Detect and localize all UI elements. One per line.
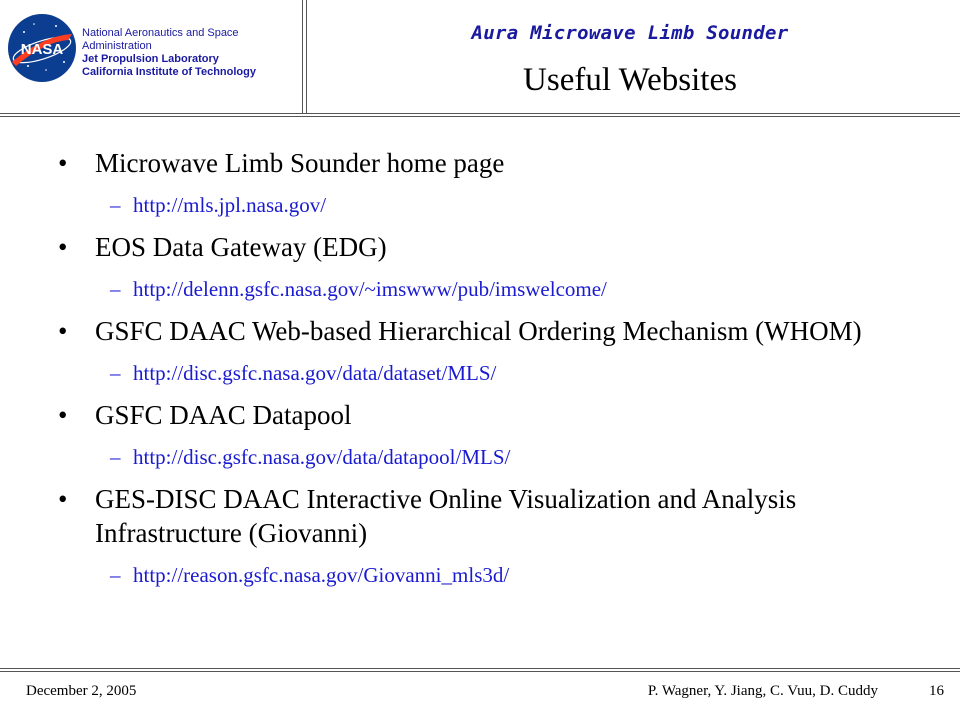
org-line: National Aeronautics and Space (82, 27, 239, 39)
page-title: Useful Websites (523, 62, 737, 98)
list-item (0, 230, 960, 264)
logo-text: NASA (20, 41, 64, 58)
bullet-icon: • (58, 484, 68, 514)
list-item-label: GES-DISC DAAC Interactive Online Visualization and Analysis Infrastructure (Giovanni) (95, 484, 797, 548)
sub-item (0, 276, 960, 302)
sub-item (0, 444, 960, 470)
footer-authors: P. Wagner, Y. Jiang, C. Vuu, D. Cuddy (647, 683, 878, 699)
list-item (0, 314, 960, 348)
page-number: 16 (929, 683, 944, 699)
dash-icon: – (110, 445, 121, 469)
org-line: Administration (82, 40, 152, 52)
slide-content (0, 140, 960, 600)
dash-icon: – (110, 193, 121, 217)
list-item-label: GSFC DAAC Web-based Hierarchical Ordering Mechanism (WHOM) (95, 316, 862, 346)
list-item-label: EOS Data Gateway (EDG) (95, 232, 387, 262)
sub-item (0, 562, 960, 588)
header-rule (0, 113, 960, 117)
footer-date: December 2, 2005 (26, 683, 137, 699)
org-line: California Institute of Technology (82, 66, 256, 78)
website-link[interactable]: http://reason.gsfc.nasa.gov/Giovanni_mls3d/ (133, 563, 510, 587)
website-link[interactable]: http://mls.jpl.nasa.gov/ (133, 193, 327, 217)
list-item (0, 482, 960, 550)
nasa-meatball-icon (6, 12, 78, 84)
brand-title: Aura Microwave Limb Sounder (471, 22, 789, 44)
dash-icon: – (110, 361, 121, 385)
slide-header (0, 0, 960, 116)
bullet-icon: • (58, 400, 68, 430)
bullet-icon: • (58, 316, 68, 346)
bullet-icon: • (58, 148, 68, 178)
list-item-label: GSFC DAAC Datapool (95, 400, 352, 430)
list-item-label: Microwave Limb Sounder home page (95, 148, 505, 178)
list-item (0, 398, 960, 432)
dash-icon: – (110, 563, 121, 587)
header-divider (302, 0, 307, 113)
organization-block (82, 27, 302, 79)
website-link[interactable]: http://delenn.gsfc.nasa.gov/~imswww/pub/imswelcome/ (133, 277, 607, 301)
list-item (0, 146, 960, 180)
dash-icon: – (110, 277, 121, 301)
footer-rule (0, 668, 960, 672)
nasa-logo (6, 12, 78, 84)
sub-item (0, 192, 960, 218)
website-link[interactable]: http://disc.gsfc.nasa.gov/data/dataset/MLS/ (133, 361, 497, 385)
bullet-icon: • (58, 232, 68, 262)
sub-item (0, 360, 960, 386)
org-line: Jet Propulsion Laboratory (82, 53, 219, 65)
website-link[interactable]: http://disc.gsfc.nasa.gov/data/datapool/MLS/ (133, 445, 511, 469)
